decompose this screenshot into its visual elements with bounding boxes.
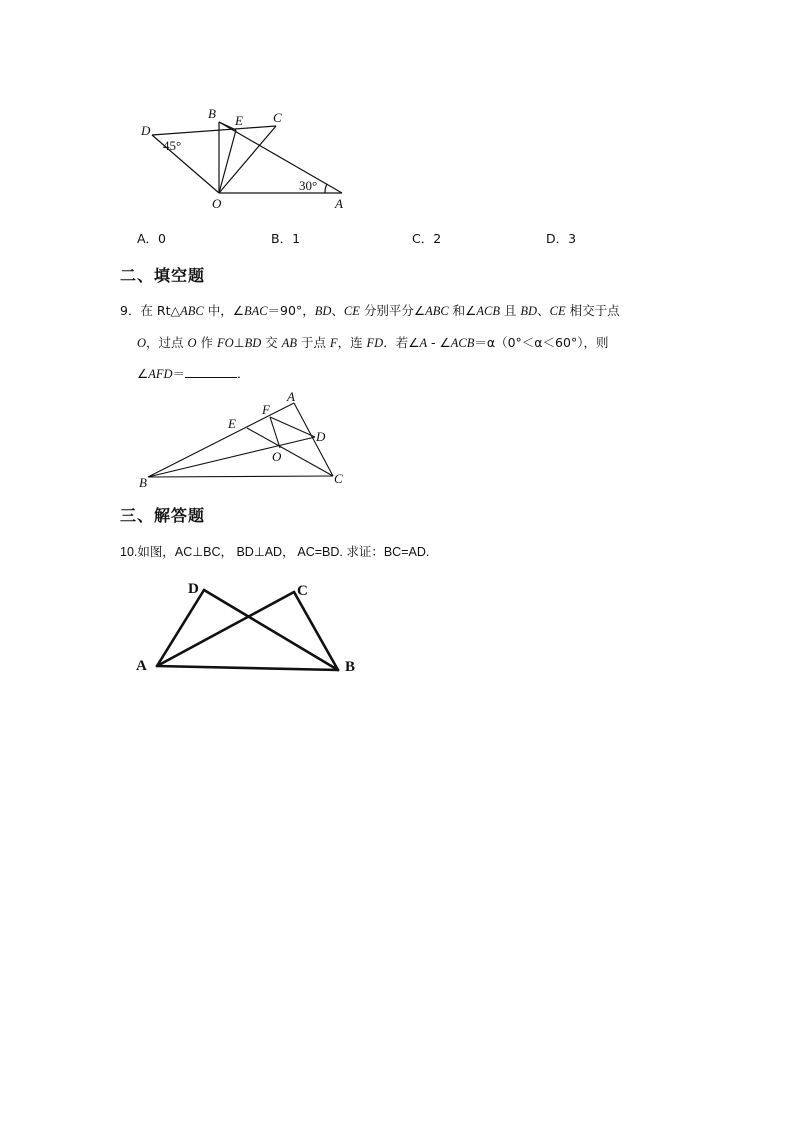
label-o: O [212,196,222,211]
option-b[interactable]: B．1 [271,231,301,246]
label-a: A [287,389,295,404]
option-d[interactable]: D．3 [546,231,577,246]
label-a: A [335,196,343,211]
label-c: C [297,583,308,599]
label-b: B [139,475,147,490]
question-9-line-2: O，过点 O 作 FO⊥BD 交 AB 于点 F，连 FD．若∠A - ∠ACB＝α（0°＜α＜60°），则 [137,335,609,350]
label-c: C [334,471,343,486]
label-d: D [188,581,199,597]
section-title-fill-blank: 二、填空题 [120,266,206,285]
label-b: B [345,659,356,675]
question-number: 9． [120,303,141,318]
question-9-line-1: 9．在 Rt△ABC 中，∠BAC＝90°，BD、CE 分别平分∠ABC 和∠ACB 且 BD、CE 相交于点 [120,303,620,318]
option-a[interactable]: A．0 [137,231,167,246]
question-10-text: 10.如图，AC⊥BC， BD⊥AD， AC=BD. 求证：BC=AD. [120,545,430,559]
question-9-line-3: ∠AFD＝ ． [137,366,250,381]
label-a: A [136,658,147,674]
label-f: F [262,402,270,417]
angle-label-45: 45° [163,138,182,153]
section-title-answer: 三、解答题 [120,506,206,525]
label-b: B [208,106,216,121]
segment-ab [157,666,338,670]
angle-label-30: 30° [299,178,318,193]
label-d: D [141,123,151,138]
label-d: D [316,429,326,444]
label-e: E [228,416,236,431]
label-e: E [235,113,243,128]
label-c: C [273,110,282,125]
option-c[interactable]: C．2 [412,231,442,246]
label-o: O [272,449,282,464]
